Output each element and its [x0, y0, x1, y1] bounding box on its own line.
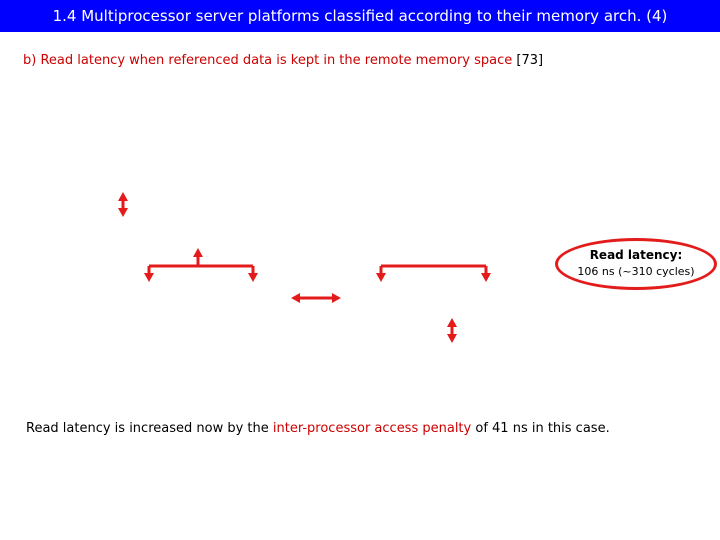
read-latency-value: 106 ns (~310 cycles) — [577, 265, 695, 278]
subtitle-main: Read latency when referenced data is kept in the remote memory space — [40, 53, 513, 68]
read-latency-heading: Read latency: — [589, 248, 683, 262]
path-segment-left — [144, 248, 258, 282]
note-highlight: inter-processor access penalty — [272, 421, 472, 436]
subtitle-prefix: b) — [23, 53, 41, 68]
double-arrow-horizontal-mid — [291, 293, 341, 303]
subtitle-reference: [73] — [516, 53, 544, 68]
path-segment-right — [376, 266, 491, 282]
slide-title: 1.4 Multiprocessor server platforms classified according to their memory arch. (4) — [52, 7, 668, 25]
note-after: of 41 ns in this case. — [471, 421, 610, 436]
read-latency-callout — [555, 238, 717, 290]
double-arrow-vertical-left — [118, 192, 128, 217]
double-arrow-vertical-right — [447, 318, 457, 343]
latency-note — [26, 421, 610, 436]
note-before: Read latency is increased now by the — [26, 421, 273, 436]
